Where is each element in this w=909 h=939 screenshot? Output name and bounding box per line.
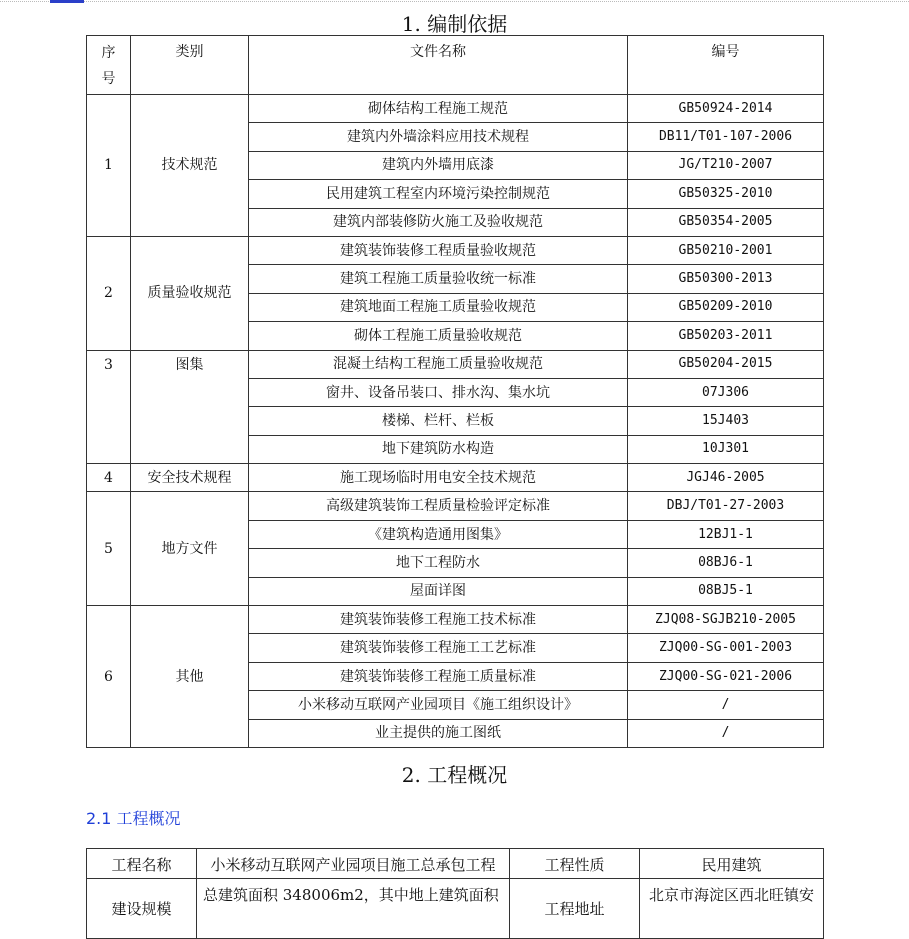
group-category: 质量验收规范 (131, 236, 249, 350)
project-name-value: 小米移动互联网产业园项目施工总承包工程 (197, 849, 510, 879)
file-code: 08BJ5-1 (628, 577, 824, 605)
file-name: 小米移动互联网产业园项目《施工组织设计》 (249, 691, 628, 719)
file-code: GB50203-2011 (628, 322, 824, 350)
file-name: 地下工程防水 (249, 549, 628, 577)
file-name: 建筑装饰装修工程施工工艺标准 (249, 634, 628, 662)
table-row (87, 95, 824, 123)
group-category: 技术规范 (131, 95, 249, 237)
file-code: GB50300-2013 (628, 265, 824, 293)
table-row (87, 492, 824, 520)
header-code: 编号 (628, 36, 824, 95)
file-code: GB50325-2010 (628, 180, 824, 208)
header-seq-text: 序 号 (101, 45, 116, 87)
file-code: DB11/T01-107-2006 (628, 123, 824, 151)
group-seq: 2 (87, 236, 131, 350)
header-seq (87, 36, 131, 95)
table-row (87, 606, 824, 634)
file-code: DBJ/T01-27-2003 (628, 492, 824, 520)
file-code: ZJQ00-SG-001-2003 (628, 634, 824, 662)
section-title-overview: 2. 工程概况 (401, 763, 508, 787)
scale-value: 总建筑面积 348006m2，其中地上建筑面积 (197, 879, 510, 939)
file-code: GB50924-2014 (628, 95, 824, 123)
file-code: ZJQ00-SG-021-2006 (628, 662, 824, 690)
file-name: 砌体结构工程施工规范 (249, 95, 628, 123)
file-code: ZJQ08-SGJB210-2005 (628, 606, 824, 634)
file-code: JG/T210-2007 (628, 151, 824, 179)
file-name: 高级建筑装饰工程质量检验评定标准 (249, 492, 628, 520)
group-category: 其他 (131, 606, 249, 748)
file-code: / (628, 719, 824, 747)
file-name: 民用建筑工程室内环境污染控制规范 (249, 180, 628, 208)
file-code: GB50210-2001 (628, 236, 824, 264)
top-page-line (0, 1, 909, 2)
header-category: 类别 (131, 36, 249, 95)
group-category: 图集 (131, 350, 249, 464)
file-code: JGJ46-2005 (628, 464, 824, 492)
overview-row (87, 879, 824, 939)
file-code: / (628, 691, 824, 719)
group-seq: 4 (87, 464, 131, 492)
file-name: 屋面详图 (249, 577, 628, 605)
group-seq: 5 (87, 492, 131, 606)
table-row (87, 350, 824, 378)
basis-table (86, 35, 824, 748)
file-code: GB50204-2015 (628, 350, 824, 378)
file-code: GB50209-2010 (628, 293, 824, 321)
project-name-label: 工程名称 (87, 849, 197, 879)
file-name: 建筑装饰装修工程质量验收规范 (249, 236, 628, 264)
address-label: 工程地址 (510, 879, 640, 939)
file-name: 业主提供的施工图纸 (249, 719, 628, 747)
file-name: 建筑装饰装修工程施工质量标准 (249, 662, 628, 690)
project-nature-value: 民用建筑 (640, 849, 824, 879)
table-row (87, 236, 824, 264)
file-name: 建筑装饰装修工程施工技术标准 (249, 606, 628, 634)
file-name: 建筑地面工程施工质量验收规范 (249, 293, 628, 321)
file-name: 砌体工程施工质量验收规范 (249, 322, 628, 350)
file-code: 08BJ6-1 (628, 549, 824, 577)
file-name: 建筑内外墙涂料应用技术规程 (249, 123, 628, 151)
file-name: 窗井、设备吊装口、排水沟、集水坑 (249, 378, 628, 406)
overview-table (86, 848, 824, 939)
section-title-basis: 1. 编制依据 (401, 12, 508, 36)
file-name: 施工现场临时用电安全技术规范 (249, 464, 628, 492)
subsection-title-overview: 2.1 工程概况 (86, 809, 181, 828)
corner-mark (50, 0, 84, 3)
file-name: 建筑内部装修防火施工及验收规范 (249, 208, 628, 236)
project-nature-label: 工程性质 (510, 849, 640, 879)
file-code: 15J403 (628, 407, 824, 435)
table-row (87, 464, 824, 492)
file-name: 建筑工程施工质量验收统一标准 (249, 265, 628, 293)
file-name: 建筑内外墙用底漆 (249, 151, 628, 179)
table-header-row (87, 36, 824, 95)
overview-row (87, 849, 824, 879)
file-code: 07J306 (628, 378, 824, 406)
file-code: 12BJ1-1 (628, 520, 824, 548)
address-value: 北京市海淀区西北旺镇安 (640, 879, 824, 939)
file-name: 混凝土结构工程施工质量验收规范 (249, 350, 628, 378)
group-seq: 1 (87, 95, 131, 237)
header-file-name: 文件名称 (249, 36, 628, 95)
group-category: 地方文件 (131, 492, 249, 606)
group-category: 安全技术规程 (131, 464, 249, 492)
file-name: 《建筑构造通用图集》 (249, 520, 628, 548)
scale-label: 建设规模 (87, 879, 197, 939)
group-seq: 6 (87, 606, 131, 748)
file-name: 楼梯、栏杆、栏板 (249, 407, 628, 435)
group-seq: 3 (87, 350, 131, 464)
file-code: GB50354-2005 (628, 208, 824, 236)
file-name: 地下建筑防水构造 (249, 435, 628, 463)
file-code: 10J301 (628, 435, 824, 463)
